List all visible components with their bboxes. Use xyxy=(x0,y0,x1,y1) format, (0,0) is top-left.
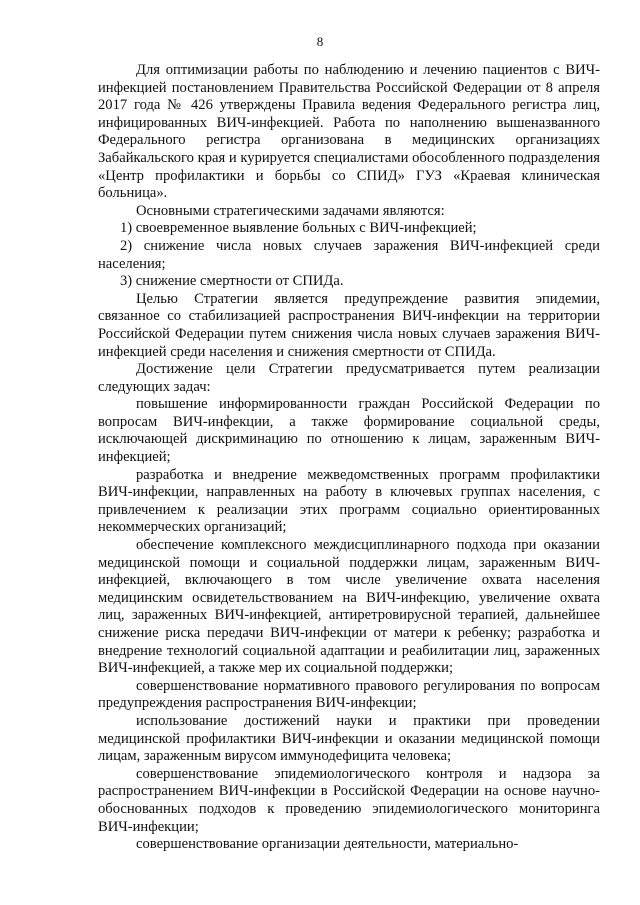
paragraph-tasks-intro: Основными стратегическими задачами являются: xyxy=(136,202,445,219)
paragraph-comprehensive-approach: обеспечение комплексного междисциплинарного подхода при оказании медицинской помощи и социальной поддержки лицам, зараженным ВИЧ-инфекцией, включающего в том числе увеличение охвата населения медицинским освидетельствованием на ВИЧ-инфекцию, увеличение охвата лиц, зараженных ВИЧ-инфекцией, антиретровирусной терапией, дальнейшее снижение риска передачи ВИЧ-инфекции от матери к ребенку; разработка и внедрение технологий социальной адаптации и реабилитации лиц, зараженных ВИЧ-инфекцией, а также мер их социальной поддержки; xyxy=(98,537,600,677)
document-body xyxy=(98,62,600,854)
list-item-task-2: 2) снижение числа новых случаев заражения ВИЧ-инфекцией среди населения; xyxy=(98,237,600,272)
page-number: 8 xyxy=(316,34,324,49)
list-item-task-1: 1) своевременное выявление больных с ВИЧ-инфекцией; xyxy=(120,220,477,237)
paragraph-organization: совершенствование организации деятельности, материально- xyxy=(136,836,519,853)
paragraph-registry: Для оптимизации работы по наблюдению и лечению пациентов с ВИЧ-инфекцией постановлением Правительства Российской Федерации от 8 апреля 2017 года № 426 утверждены Правила ведения Федерального регистра лиц, инфицированных ВИЧ-инфекцией. Работа по наполнению вышеназванного Федерального регистра организована в медицинских организациях Забайкальского края и курируется специалистами обособленного подразделения «Центр профилактики и борьбы со СПИД» ГУЗ «Краевая клиническая больница». xyxy=(98,62,600,202)
paragraph-science: использование достижений науки и практики при проведении медицинской профилактики ВИЧ-инфекции и оказании медицинской помощи лицам, зараженным вирусом иммунодефицита человека; xyxy=(98,712,600,765)
paragraph-regulation: совершенствование нормативного правового регулирования по вопросам предупреждения распространения ВИЧ-инфекции; xyxy=(98,677,600,712)
paragraph-goal-achievement: Достижение цели Стратегии предусматривается путем реализации следующих задач: xyxy=(98,361,600,395)
paragraph-awareness: повышение информированности граждан Российской Федерации по вопросам ВИЧ-инфекции, а также формирование социальной среды, исключающей дискриминацию по отношению к лицам, зараженным ВИЧ-инфекцией; xyxy=(98,396,600,466)
list-item-task-3: 3) снижение смертности от СПИДа. xyxy=(120,273,344,290)
paragraph-strategy-goal: Целью Стратегии является предупреждение развития эпидемии, связанное со стабилизацией распространения ВИЧ-инфекции на территории Российской Федерации путем снижения числа новых случаев заражения ВИЧ-инфекцией среди населения и снижения смертности от СПИДа. xyxy=(98,290,600,360)
paragraph-epidemiological-control: совершенствование эпидемиологического контроля и надзора за распространением ВИЧ-инфекции в Российской Федерации на основе научно-обоснованных подходов к проведению эпидемиологического мониторинга ВИЧ-инфекции; xyxy=(98,765,600,835)
paragraph-programs: разработка и внедрение межведомственных программ профилактики ВИЧ-инфекции, направленных на работу в ключевых группах населения, с привлечением к реализации этих программ социально ориентированных некоммерческих организаций; xyxy=(98,466,600,536)
